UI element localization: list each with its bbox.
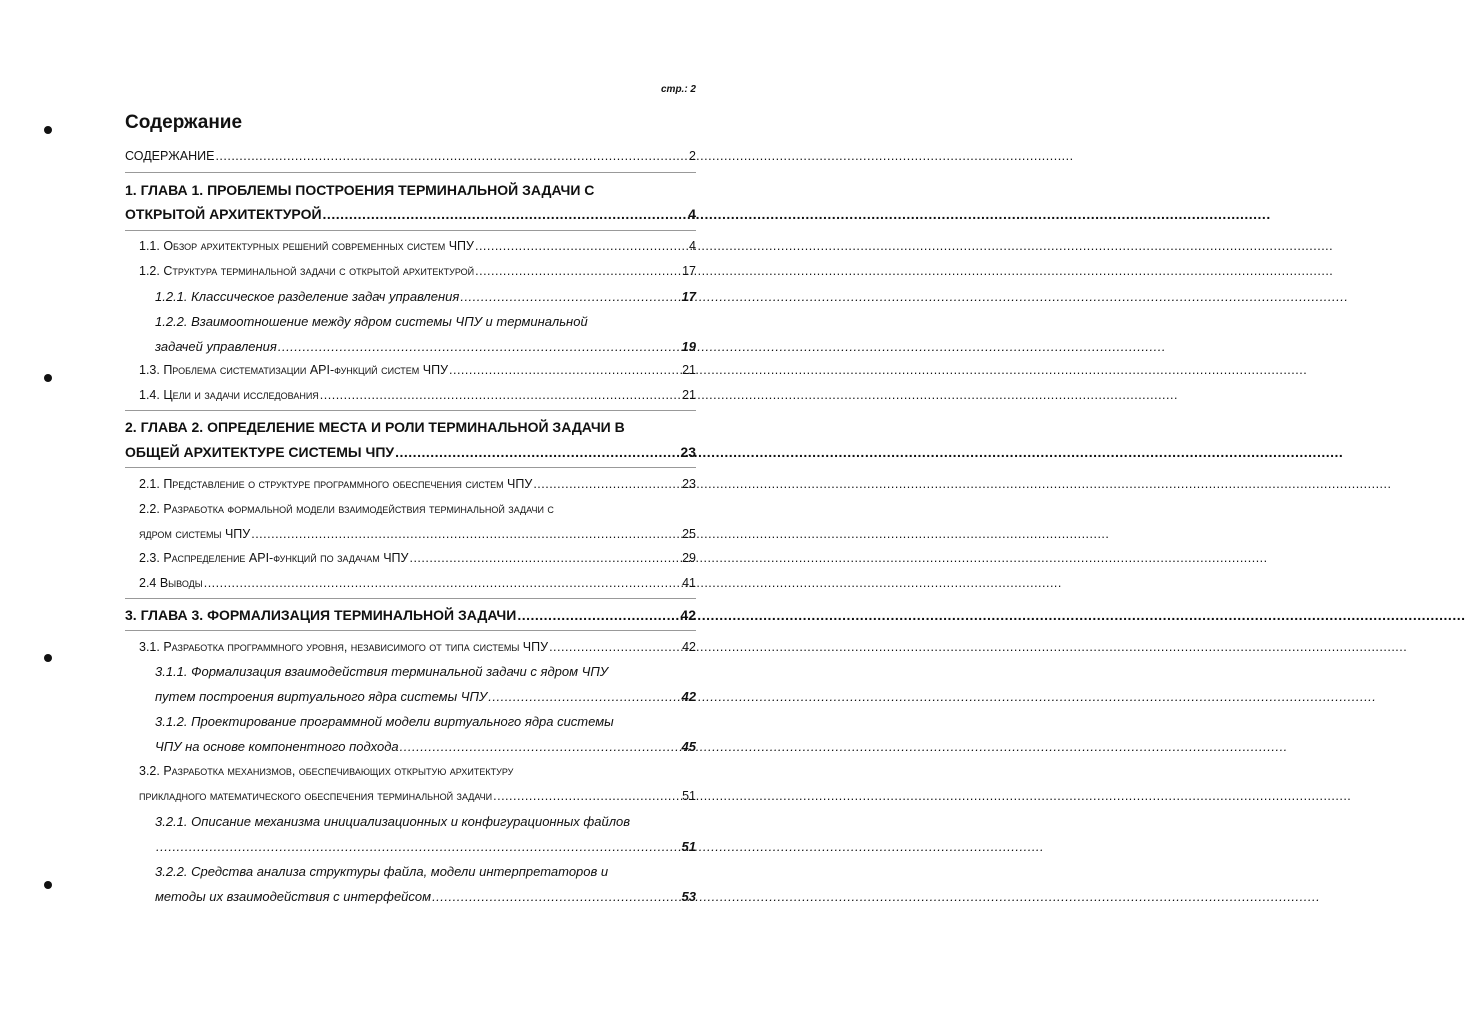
toc-subsection-1-2-2-line1[interactable]: 1.2.2. Взаимоотношение между ядром системы ЧПУ и терминальной xyxy=(155,314,588,329)
page-number: стр.: 2 xyxy=(660,84,696,95)
toc-subsection-3-1-2-line1[interactable]: 3.1.2. Проектирование программной модели виртуального ядра системы xyxy=(155,714,614,729)
toc-section-3-2-line1[interactable]: 3.2. Разработка механизмов, обеспечивающих открытую архитектуру xyxy=(139,764,514,778)
toc-section-3-1[interactable]: 3.1. Разработка программного уровня, независимого от типа системы ЧПУ ..... 42 xyxy=(139,640,696,654)
toc-chapter-1[interactable]: ОТКРЫТОЙ АРХИТЕКТУРОЙ ..... 4 xyxy=(125,206,696,222)
toc-subsection-3-1-2[interactable]: ЧПУ на основе компонентного подхода ..... 45 xyxy=(155,739,696,754)
toc-section-3-2[interactable]: прикладного математического обеспечения терминальной задачи ..... 51 xyxy=(139,789,696,803)
toc-chapter-1-line1[interactable]: 1. ГЛАВА 1. ПРОБЛЕМЫ ПОСТРОЕНИЯ ТЕРМИНАЛЬНОЙ ЗАДАЧИ С xyxy=(125,182,595,198)
separator-line xyxy=(125,230,696,231)
toc-chapter-3[interactable]: 3. ГЛАВА 3. ФОРМАЛИЗАЦИЯ ТЕРМИНАЛЬНОЙ ЗАДАЧИ ..... 42 xyxy=(125,607,696,623)
toc-section-2-1[interactable]: 2.1. Представление о структуре программного обеспечения систем ЧПУ ..... 23 xyxy=(139,477,696,491)
toc-section-1-4[interactable]: 1.4. Цели и задачи исследования ..... 21 xyxy=(139,388,696,402)
toc-subsection-3-2-1[interactable]: ..... 51 xyxy=(155,839,696,854)
toc-section-1-3[interactable]: 1.3. Проблема систематизации API-функций систем ЧПУ ..... 21 xyxy=(139,363,696,377)
toc-chapter-2[interactable]: ОБЩЕЙ АРХИТЕКТУРЕ СИСТЕМЫ ЧПУ ..... 23 xyxy=(125,444,696,460)
toc-subsection-3-1-1-line1[interactable]: 3.1.1. Формализация взаимодействия терминальной задачи с ядром ЧПУ xyxy=(155,664,609,679)
toc-section-2-3[interactable]: 2.3. Распределение API-функций по задачам ЧПУ ..... 29 xyxy=(139,551,696,565)
toc-section-2-4[interactable]: 2.4 Выводы ..... 41 xyxy=(139,576,696,590)
separator-line xyxy=(125,172,696,173)
page-title: Содержание xyxy=(125,112,243,133)
separator-line xyxy=(125,467,696,468)
toc-section-2-2[interactable]: ядром системы ЧПУ ..... 25 xyxy=(139,527,696,541)
toc-section-1-2[interactable]: 1.2. Структура терминальной задачи с открытой архитектурой ..... 17 xyxy=(139,264,696,278)
toc-subsection-3-2-1-line1[interactable]: 3.2.1. Описание механизма инициализационных и конфигурационных файлов xyxy=(155,814,631,829)
toc-chapter-2-line1[interactable]: 2. ГЛАВА 2. ОПРЕДЕЛЕНИЕ МЕСТА И РОЛИ ТЕРМИНАЛЬНОЙ ЗАДАЧИ В xyxy=(125,419,625,435)
toc-section-2-2-line1[interactable]: 2.2. Разработка формальной модели взаимодействия терминальной задачи с xyxy=(139,502,554,516)
toc-subsection-3-2-2-line1[interactable]: 3.2.2. Средства анализа структуры файла, модели интерпретаторов и xyxy=(155,864,609,879)
separator-line xyxy=(125,630,696,631)
toc-entry-contents[interactable]: СОДЕРЖАНИЕ ..... 2 xyxy=(125,149,696,163)
toc-subsection-1-2-1[interactable]: 1.2.1. Классическое разделение задач управления ..... 17 xyxy=(155,289,696,304)
toc-section-1-1[interactable]: 1.1. Обзор архитектурных решений современных систем ЧПУ ..... 4 xyxy=(139,239,696,253)
toc-subsection-3-2-2[interactable]: методы их взаимодействия с интерфейсом ..... 53 xyxy=(155,889,696,904)
toc-subsection-1-2-2[interactable]: задачей управления ..... 19 xyxy=(155,339,696,354)
separator-line xyxy=(125,410,696,411)
toc-subsection-3-1-1[interactable]: путем построения виртуального ядра системы ЧПУ ..... 42 xyxy=(155,689,696,704)
separator-line xyxy=(125,598,696,599)
